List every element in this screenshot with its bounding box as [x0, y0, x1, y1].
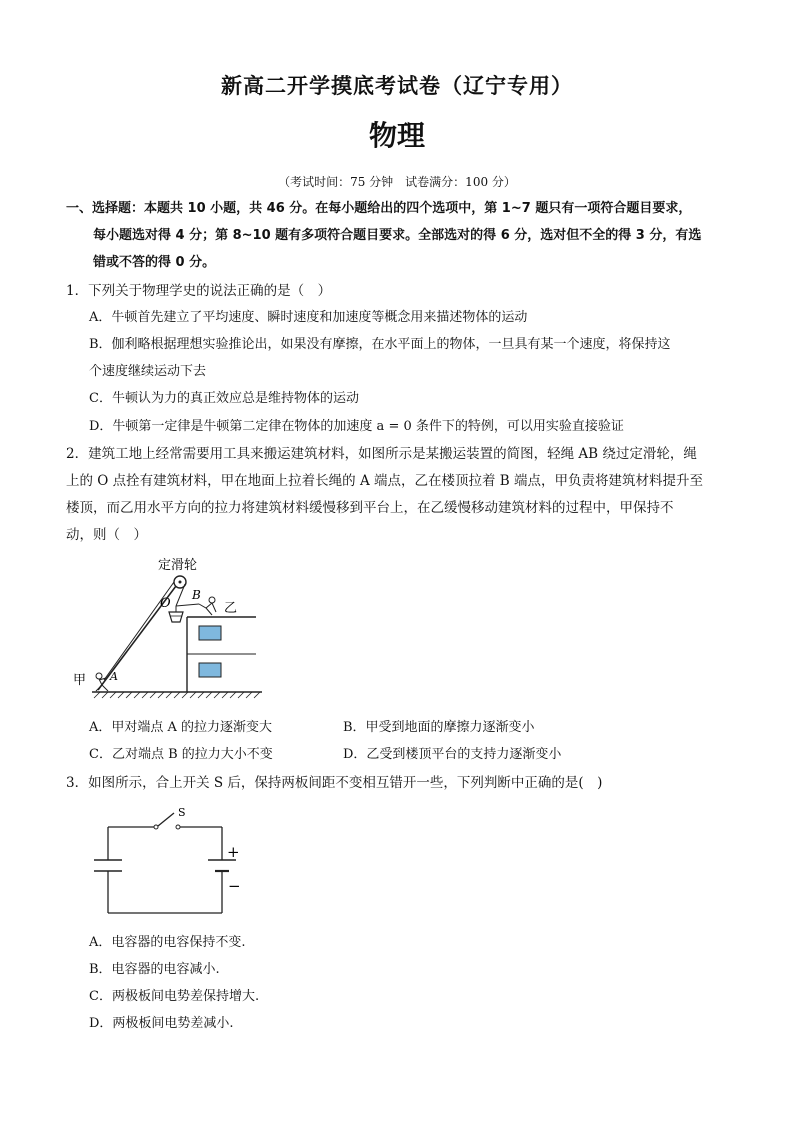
switch-contact-right	[176, 825, 180, 829]
exam-title: 新高二开学摸底考试卷（辽宁专用）	[221, 74, 573, 98]
question-3-option-c: C．两极板间电势差保持增大.	[89, 989, 260, 1004]
question-1-stem: 1．下列关于物理学史的说法正确的是（ ）	[66, 283, 332, 299]
label-a: A	[110, 670, 118, 683]
question-1-option-b: B．伽利略根据理想实验推论出，如果没有摩擦，在水平面上的物体，一旦具有某一个速度，将保持这	[89, 337, 671, 352]
switch-contact-left	[154, 825, 158, 829]
question-3-stem: 3．如图所示，合上开关 S 后，保持两板间距不变相互错开一些，下列判断中正确的是( )	[66, 775, 603, 791]
label-yi: 乙	[224, 601, 238, 616]
switch-lever	[158, 813, 174, 826]
plus-sign: +	[227, 843, 240, 861]
window-lower	[199, 663, 221, 677]
minus-sign: −	[228, 877, 241, 895]
question-3-option-b: B．电容器的电容减小.	[89, 962, 220, 977]
label-o: O	[160, 596, 171, 611]
question-1-option-c: C．牛顿认为力的真正效应总是维持物体的运动	[89, 391, 359, 406]
section-instructions-line-2: 每小题选对得 4 分；第 8~10 题有多项符合题目要求。全部选对的得 6 分，选对但不全的得 3 分，有选	[93, 228, 702, 243]
question-2-stem-line-3: 楼顶，而乙用水平方向的拉力将建筑材料缓慢移到平台上，在乙缓慢移动建筑材料的过程中，甲保持不	[66, 500, 674, 516]
person-yi-head	[209, 597, 215, 603]
person-jia-head	[96, 673, 102, 679]
question-2-option-b: B．甲受到地面的摩擦力逐渐变小	[343, 720, 535, 735]
circuit-diagram	[86, 803, 256, 921]
building-material-icon	[169, 612, 183, 622]
pulley-diagram	[66, 552, 266, 702]
question-1-option-b-cont: 个速度继续运动下去	[89, 364, 207, 379]
section-instructions-line-3: 错或不答的得 0 分。	[93, 255, 216, 270]
rope-ob	[176, 604, 199, 606]
switch-label: S	[178, 806, 186, 819]
question-3-option-a: A．电容器的电容保持不变.	[89, 935, 246, 950]
pulley-label: 定滑轮	[158, 558, 198, 573]
window-upper	[199, 626, 221, 640]
exam-info: （考试时间：75 分钟 试卷满分：100 分）	[278, 175, 516, 189]
question-2-stem-line-4: 动，则（ ）	[66, 527, 147, 543]
question-2-stem-line-2: 上的 O 点拴有建筑材料，甲在地面上拉着长绳的 A 端点，乙在楼顶拉着 B 端点，甲负责将建筑材料提升至	[66, 473, 703, 489]
question-3-option-d: D．两极板间电势差减小.	[89, 1016, 234, 1031]
label-b: B	[192, 588, 201, 602]
label-jia: 甲	[73, 673, 87, 688]
subject-title: 物理	[368, 119, 425, 152]
question-2-option-a: A．甲对端点 A 的拉力逐渐变大	[89, 720, 273, 735]
ground-hatching	[94, 692, 260, 698]
section-instructions-line-1: 一、选择题：本题共 10 小题，共 46 分。在每小题给出的四个选项中，第 1~7 题只有一项符合题目要求，	[66, 201, 692, 216]
question-2-stem-line-1: 2．建筑工地上经常需要用工具来搬运建筑材料，如图所示是某搬运装置的简图，轻绳 AB 绕过定滑轮，绳	[66, 446, 697, 462]
question-2-option-c: C．乙对端点 B 的拉力大小不变	[89, 747, 273, 762]
question-2-option-d: D．乙受到楼顶平台的支持力逐渐变小	[343, 747, 562, 762]
question-1-option-a: A．牛顿首先建立了平均速度、瞬时速度和加速度等概念用来描述物体的运动	[89, 310, 528, 325]
person-yi-body	[199, 603, 216, 615]
question-1-option-d: D．牛顿第一定律是牛顿第二定律在物体的加速度 a = 0 条件下的特例，可以用实验直接验证	[89, 419, 624, 434]
pulley-axle	[179, 581, 182, 584]
